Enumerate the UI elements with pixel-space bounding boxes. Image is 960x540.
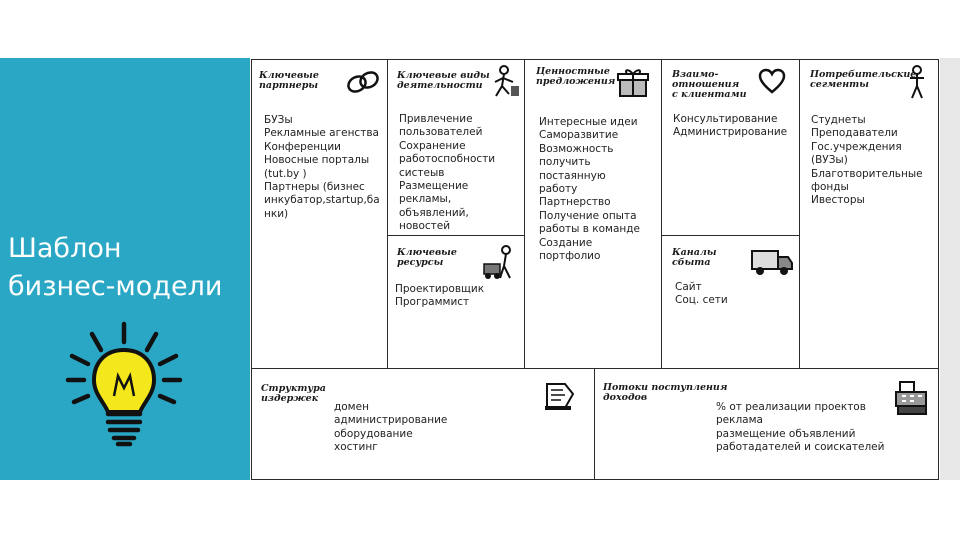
list-item: Рекламные агенства [264,127,379,140]
customer-segments-title: Потребительские сегменты [810,69,917,90]
cost-structure-list [334,401,447,455]
list-item: Партнеры (бизнес [264,181,365,194]
list-item: пользователей [399,126,483,139]
list-item: Ивесторы [811,194,865,207]
key-resources-title: Ключевые ресурсы [397,247,457,268]
gift-box-icon [616,66,650,100]
list-item: БУЗы [264,114,293,126]
list-item: портфолио [539,250,601,263]
channels-title: Каналы сбыта [672,247,717,268]
customer-relationships-title: Взаимо- отношения с клиентами [672,69,747,100]
cost-structure-title: Структура издержек [261,383,326,404]
key-partners-title: Ключевые партнеры [259,70,319,91]
customer-relationships-list [673,113,787,140]
slide-title-line-2: бизнес-модели [8,271,223,302]
list-item: Сохранение [399,139,466,152]
list-item: (ВУЗы) [811,154,848,167]
worker-icon [491,64,521,98]
list-item: Соц. сети [675,294,728,307]
list-item: Студнеты [811,114,866,126]
list-item: Партнерство [539,196,611,209]
list-item: работы в команде [539,223,640,236]
forklift-icon [480,244,516,280]
chain-links-icon [345,66,381,98]
list-item: домен [334,401,369,413]
key-partners-list [264,114,380,221]
list-item: Новосные порталы [264,154,370,167]
channels-list [675,281,728,308]
list-item: размещение объявлений [716,427,856,440]
list-item: работу [539,183,578,196]
list-item: администрирование [334,414,448,427]
price-tag-icon [543,378,577,412]
list-item: получить [539,156,591,169]
list-item: Проектировщик [395,283,485,295]
list-item: Создание [539,236,593,249]
list-item: постаянную [539,169,606,182]
list-item: (tut.by ) [264,167,307,180]
slide-edge-strip [940,58,960,480]
list-item: Гос.учреждения [811,140,902,153]
list-item: Привлечение [399,113,473,125]
list-item: Саморазвитие [539,129,619,142]
heart-icon [758,68,786,94]
slide-title [8,230,222,306]
list-item: объявлений, [399,206,469,219]
list-item: Сайт [675,281,702,293]
list-item: работадателей и соискателей [716,441,885,454]
customer-segments-block [799,59,939,369]
list-item: % от реализации проектов [716,401,866,413]
truck-icon [750,245,794,277]
customer-segments-list [811,114,923,208]
list-item: систеыв [399,166,445,179]
list-item: рекламы, [399,193,452,206]
list-item: нки) [264,207,289,220]
list-item: Конференции [264,140,341,153]
list-item: инкубатор,startup,ба [264,194,380,207]
list-item: Благотворительные [811,167,923,180]
list-item: Получение опыта [539,209,637,222]
revenue-streams-title: Потоки поступления доходов [603,382,728,403]
value-propositions-title: Ценностные предложения [536,66,616,87]
revenue-streams-list [716,401,884,455]
list-item: Преподаватели [811,127,898,140]
list-item: оборудование [334,427,413,440]
list-item: Размещение [399,180,469,193]
list-item: Программист [395,296,470,309]
list-item: Администрирование [673,126,788,139]
list-item: работоспобности [399,153,496,166]
key-activities-list [399,113,495,234]
list-item: Возможность [539,142,614,155]
list-item: реклама [716,414,763,427]
person-icon [906,64,928,100]
key-activities-title: Ключевые виды деятельности [397,70,490,91]
list-item: новостей [399,220,451,233]
slide-title-line-1: Шаблон [8,233,122,264]
list-item: хостинг [334,441,378,454]
lightbulb-icon [64,318,184,453]
list-item: Интересные идеи [539,116,638,128]
list-item: Консультирование [673,113,778,125]
cash-register-icon [894,378,930,416]
value-propositions-list [539,116,640,263]
list-item: фонды [811,181,849,194]
key-resources-list [395,283,484,310]
